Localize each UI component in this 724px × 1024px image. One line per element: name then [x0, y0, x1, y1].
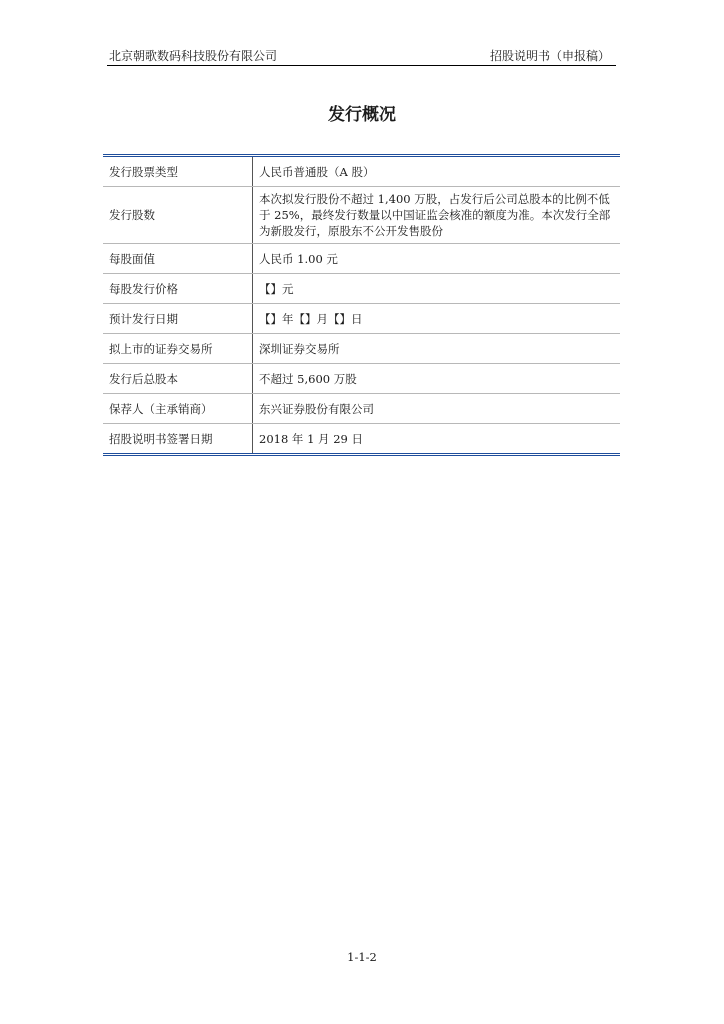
row-value: 【】元 — [253, 274, 621, 304]
row-label: 每股发行价格 — [103, 274, 253, 304]
page-number: 1-1-2 — [347, 950, 377, 964]
row-label: 发行股票类型 — [103, 156, 253, 187]
table-row — [103, 156, 620, 187]
row-label: 预计发行日期 — [103, 304, 253, 334]
header-company-name: 北京朝歌数码科技股份有限公司 — [109, 49, 278, 63]
row-value: 人民币普通股（A 股） — [253, 156, 621, 187]
row-value: 东兴证券股份有限公司 — [253, 394, 621, 424]
row-label: 发行后总股本 — [103, 364, 253, 394]
row-label: 招股说明书签署日期 — [103, 424, 253, 455]
table-row — [103, 244, 620, 274]
header-document-type: 招股说明书（申报稿） — [489, 49, 610, 63]
page-title: 发行概况 — [328, 105, 396, 125]
table-row — [103, 187, 620, 244]
page-header — [107, 47, 616, 66]
row-label: 拟上市的证券交易所 — [103, 334, 253, 364]
table-row — [103, 364, 620, 394]
row-value: 人民币 1.00 元 — [253, 244, 621, 274]
row-label: 发行股数 — [103, 187, 253, 244]
row-value: 本次拟发行股份不超过 1,400 万股，占发行后公司总股本的比例不低于 25%，最终发行数量以中国证监会核准的额度为准。本次发行全部为新股发行，原股东不公开发售股份 — [253, 187, 621, 244]
table-row — [103, 334, 620, 364]
row-value: 2018 年 1 月 29 日 — [259, 431, 363, 446]
table-row — [103, 304, 620, 334]
table-row — [103, 394, 620, 424]
row-value: 深圳证券交易所 — [253, 334, 621, 364]
row-value: 【】年【】月【】日 — [253, 304, 621, 334]
table-row — [103, 424, 620, 455]
row-label: 每股面值 — [103, 244, 253, 274]
table-row — [103, 274, 620, 304]
row-label: 保荐人（主承销商） — [103, 394, 253, 424]
issuance-overview-table — [103, 154, 620, 456]
row-value: 不超过 5,600 万股 — [253, 364, 621, 394]
